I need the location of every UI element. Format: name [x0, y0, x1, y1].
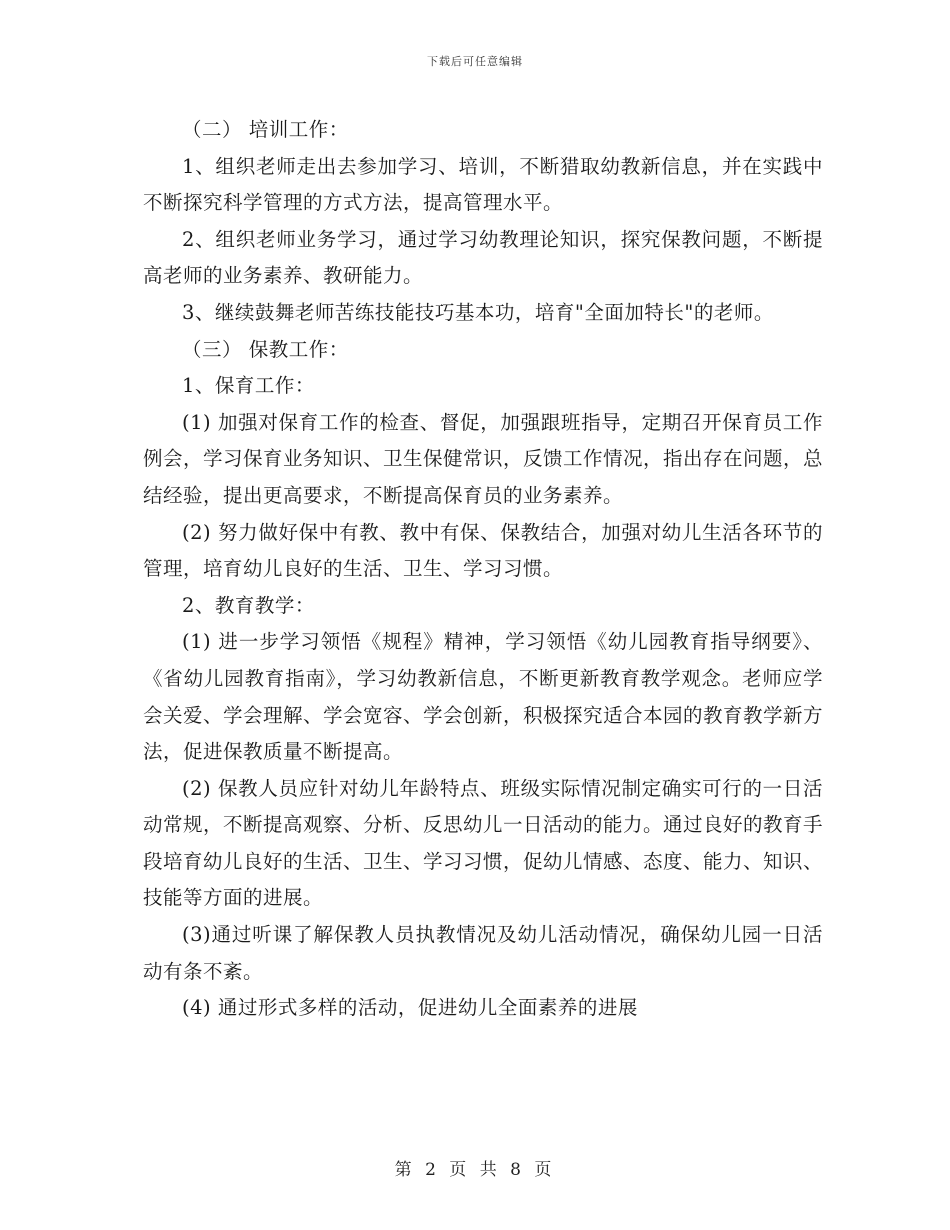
paragraph: (2) 努力做好保中有教、教中有保、保教结合，加强对幼儿生活各环节的管理，培育幼儿良好的生活、卫生、学习习惯。 — [143, 520, 823, 581]
paragraph: 1、组织老师走出去参加学习、培训，不断猎取幼教新信息，并在实践中不断探究科学管理的方式方法，提高管理水平。 — [143, 154, 823, 215]
heading-training: （二） 培训工作： — [182, 118, 349, 141]
paragraph: (1) 进一步学习领悟《规程》精神，学习领悟《幼儿园教育指导纲要》、《省幼儿园教育指南》，学习幼教新信息，不断更新教育教学观念。老师应学会关爱、学会理解、学会宽容、学会创新，积极探究适合本园的教育教学新方法，促进保教质量不断提高。 — [143, 630, 824, 764]
subheading-care: 1、保育工作： — [182, 374, 315, 398]
subheading-teaching: 2、教育教学： — [182, 593, 315, 617]
paragraph: (3)通过听课了解保教人员执教情况及幼儿活动情况，确保幼儿园一日活动有条不紊。 — [143, 923, 823, 983]
paragraph: 3、继续鼓舞老师苦练技能技巧基本功，培育"全面加特长"的老师。 — [182, 300, 774, 324]
document-body — [143, 112, 823, 1027]
heading-care-education: （三） 保教工作： — [182, 337, 349, 361]
page-number: 第 2 页 共 8 页 — [394, 1160, 556, 1180]
header-note: 下载后可任意编辑 — [427, 55, 523, 68]
paragraph: (4) 通过形式多样的活动，促进幼儿全面素养的进展 — [182, 996, 638, 1020]
paragraph: (2) 保教人员应针对幼儿年龄特点、班级实际情况制定确实可行的一日活动常规，不断提高观察、分析、反思幼儿一日活动的能力。通过良好的教育手段培育幼儿良好的生活、卫生、学习习惯，促幼儿情感、态度、能力、知识、技能等方面的进展。 — [143, 776, 824, 910]
paragraph: 2、组织老师业务学习，通过学习幼教理论知识，探究保教问题，不断提高老师的业务素养、教研能力。 — [143, 227, 823, 288]
paragraph: (1) 加强对保育工作的检查、督促，加强跟班指导，定期召开保育员工作例会，学习保育业务知识、卫生保健常识，反馈工作情况，指出存在问题，总结经验，提出更高要求，不断提高保育员的业务素养。 — [143, 410, 824, 507]
